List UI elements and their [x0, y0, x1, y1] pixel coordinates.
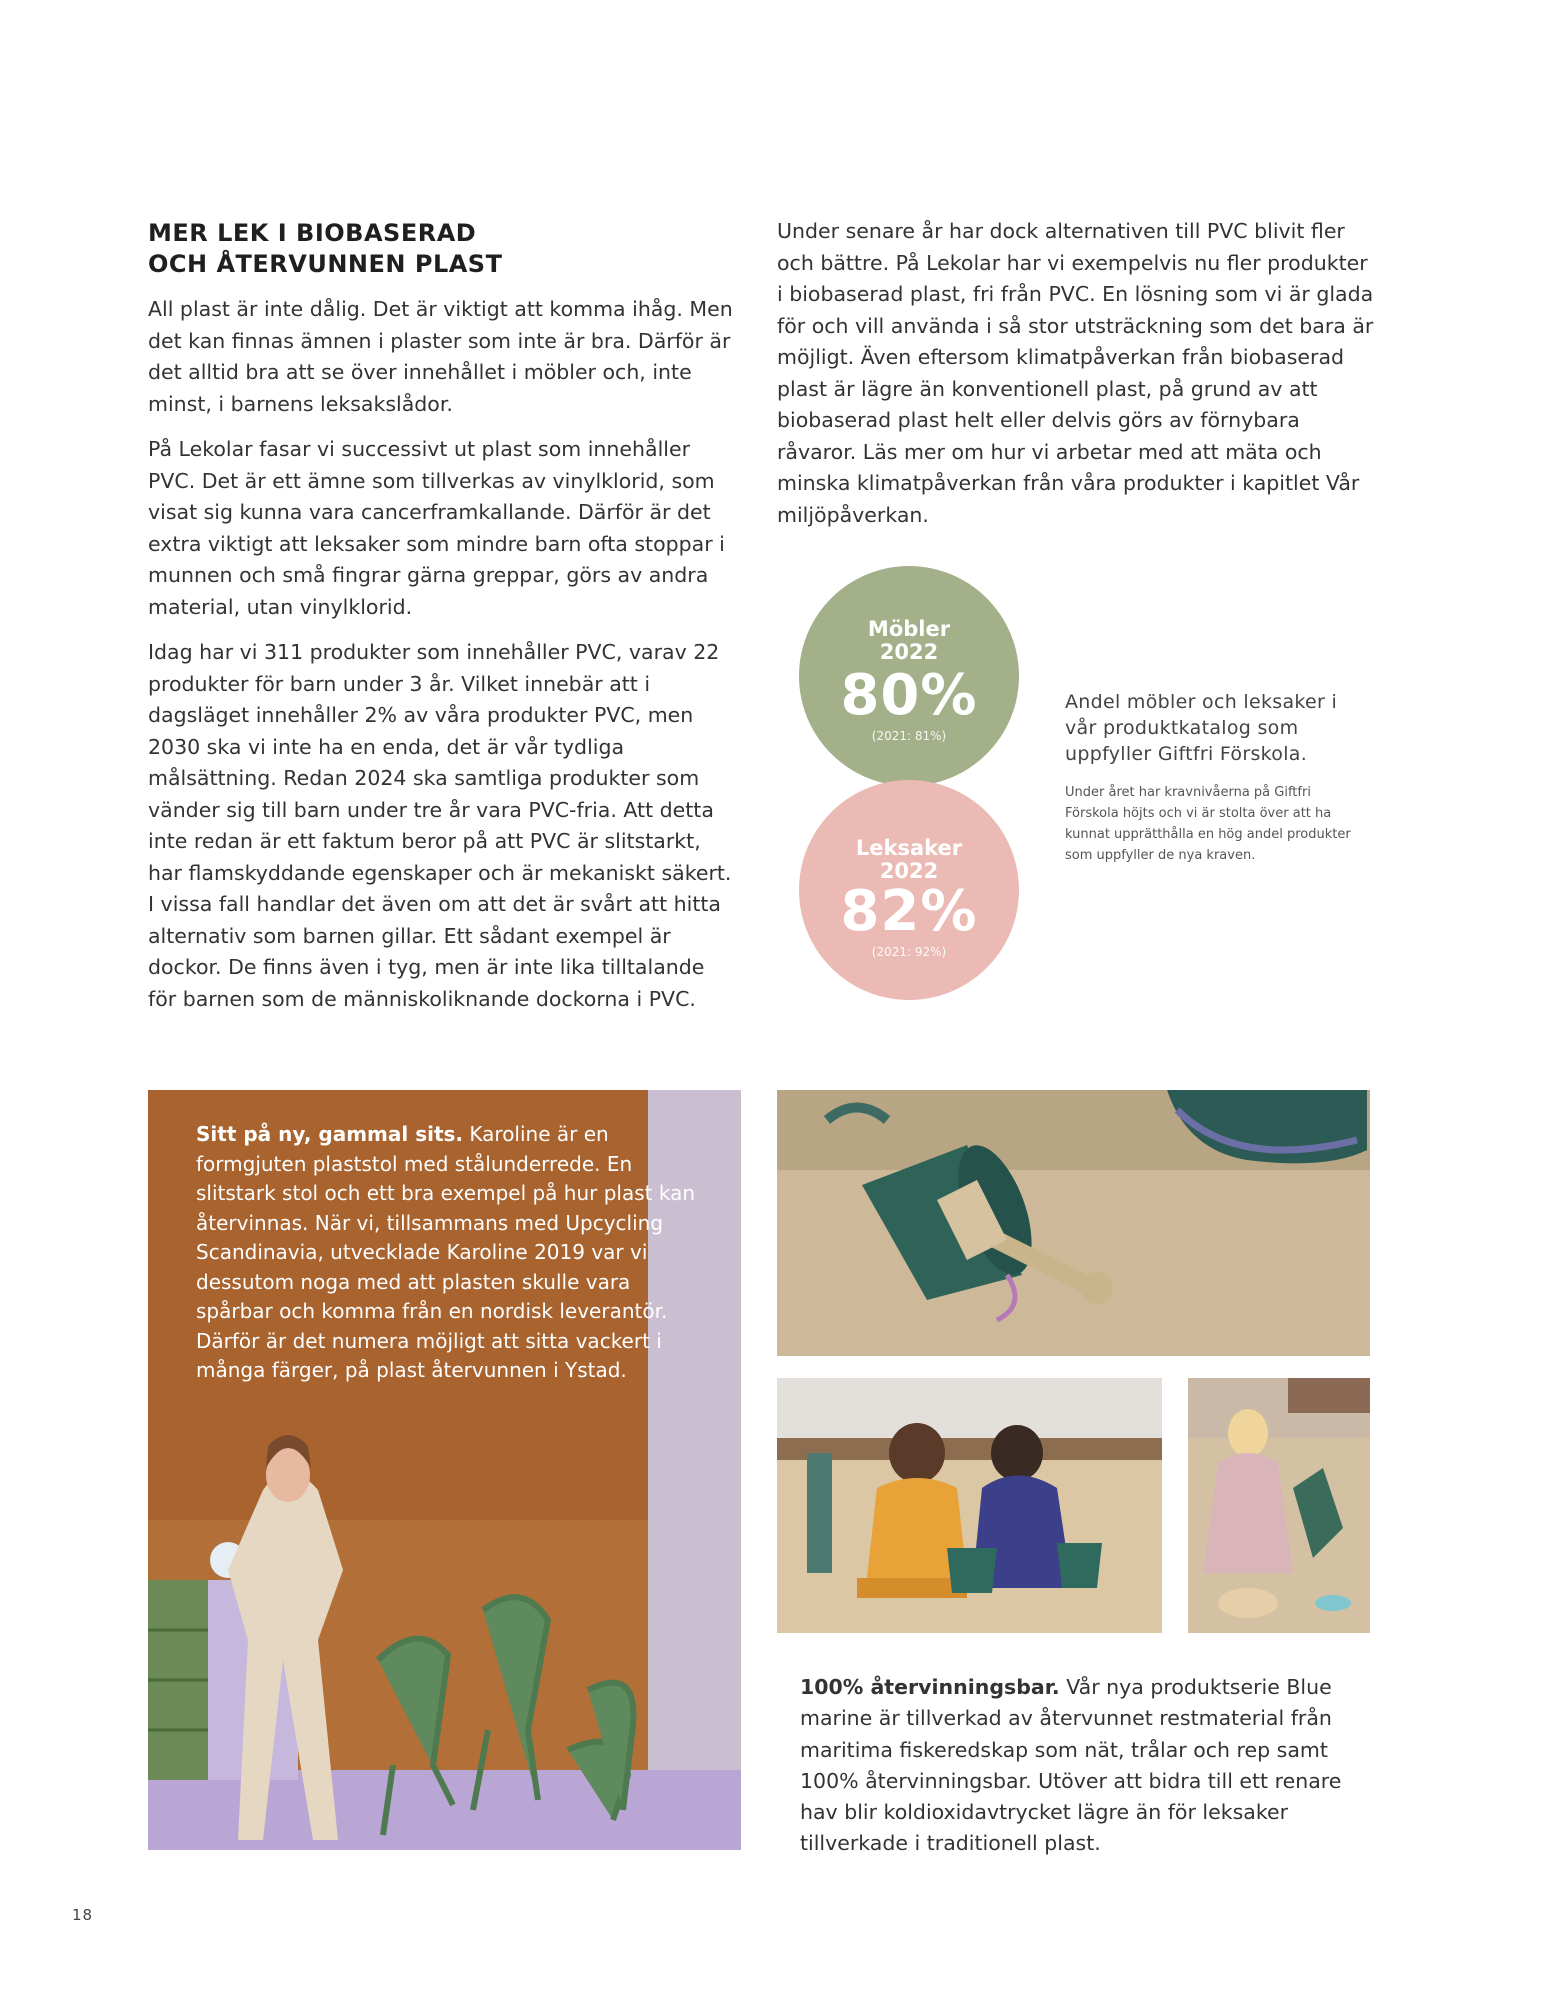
- stat-circle-mobler: [799, 566, 1019, 786]
- stat-category: Möbler: [867, 617, 951, 641]
- stat-category: Leksaker: [855, 836, 963, 860]
- stat-label: [799, 618, 1019, 664]
- paragraph: På Lekolar fasar vi successivt ut plast som innehåller PVC. Det är ett ämne som tillverkas av vinylklorid, som visat sig kunna vara cancerframkallande. Därför är det extra viktigt att leksaker som mindre barn ofta stoppar i munnen och små fingrar gärna greppar, görs av andra material, utan vinylklorid.: [148, 437, 725, 619]
- left-column: [148, 294, 738, 1029]
- kids-illustration: [777, 1378, 1162, 1633]
- girl-illustration: [1188, 1378, 1370, 1633]
- bucket-photo: [777, 1090, 1370, 1356]
- stat-year: 2022: [879, 859, 939, 883]
- stat-circle-leksaker: [799, 780, 1019, 1000]
- stat-caption: Andel möbler och leksaker i vår produktkatalog som uppfyller Giftfri Förskola.: [1065, 691, 1338, 765]
- stat-value: 80%: [840, 663, 978, 728]
- stat-note: Under året har kravnivåerna på Giftfri Förskola höjts och vi är stolta över att ha kunnat upprätthålla en hög andel produkter som uppfyller de nya kraven.: [1065, 785, 1351, 863]
- page-number: 18: [72, 1906, 94, 1924]
- blue-marine-caption: [800, 1672, 1360, 1860]
- paragraph: All plast är inte dålig. Det är viktigt att komma ihåg. Men det kan finnas ämnen i plaster som inte är bra. Därför är det alltid bra att se över innehållet i möbler och, inte minst, i barnens leksakslådor.: [148, 297, 733, 416]
- stat-year: 2022: [879, 640, 939, 664]
- chairs-caption: [196, 1120, 706, 1386]
- chairs-caption-text: Karoline är en formgjuten plaststol med stålunderrede. En slitstark stol och ett bra exempel på hur plast kan återvinnas. När vi, tillsammans med Upcycling Scandinavia, utvecklade Karoline 2019 var vi dessutom noga med att plasten skulle vara spårbar och komma från en nordisk leverantör. Därför är det numera möjligt att sitta vackert i många färger, på plast återvunnen i Ystad.: [196, 1122, 696, 1382]
- kids-sandbox-photo: [777, 1378, 1162, 1633]
- stat-label: [799, 837, 1019, 883]
- blue-marine-caption-text: Vår nya produktserie Blue marine är tillverkad av återvunnet restmaterial från maritima fiskeredskap som nät, trålar och rep samt 100% återvinningsbar. Utöver att bidra till ett renare hav blir koldioxidavtrycket lägre än för leksaker tillverkade i traditionell plast.: [800, 1675, 1342, 1856]
- chairs-caption-bold: Sitt på ny, gammal sits.: [196, 1122, 464, 1146]
- blue-marine-caption-bold: 100% återvinningsbar.: [800, 1675, 1060, 1699]
- bucket-illustration: [777, 1090, 1370, 1356]
- stat-previous: (2021: 81%): [871, 729, 947, 743]
- paragraph: Under senare år har dock alternativen till PVC blivit fler och bättre. På Lekolar har vi exempelvis nu fler produkter i biobaserad plast, fri från PVC. En lösning som vi är glada för och vill använda i så stor utsträckning som det bara är möjligt. Även eftersom klimatpåverkan från biobaserad plast är lägre än konventionell plast, på grund av att biobaserad plast helt eller delvis görs av förnybara råvaror. Läs mer om hur vi arbetar med att mäta och minska klimatpåverkan från våra produkter i kapitlet Vår miljöpåverkan.: [777, 219, 1374, 527]
- right-column: [777, 216, 1377, 545]
- stat-previous: (2021: 92%): [871, 945, 947, 959]
- section-heading: [148, 218, 708, 280]
- paragraph: Idag har vi 311 produkter som innehåller PVC, varav 22 produkter för barn under 3 år. Vilket innebär att i dagsläget innehåller 2% av våra produkter PVC, men 2030 ska vi inte ha en enda, det är vår tydliga målsättning. Redan 2024 ska samtliga produkter som vänder sig till barn under tre år vara PVC-fria. Att detta inte redan är ett faktum beror på att PVC är slitstarkt, har flamskyddande egenskaper och är mekaniskt säkert. I vissa fall handlar det även om att det är svårt att hitta alternativ som barnen gillar. Ett sådant exempel är dockor. De finns även i tyg, men är inte lika tilltalande för barnen som de människoliknande dockorna i PVC.: [148, 640, 732, 1011]
- girl-sandbox-photo: [1188, 1378, 1370, 1633]
- stat-value: 82%: [840, 879, 978, 944]
- heading-line-1: MER LEK I BIOBASERAD: [148, 219, 477, 247]
- heading-line-2: OCH ÅTERVUNNEN PLAST: [148, 250, 503, 278]
